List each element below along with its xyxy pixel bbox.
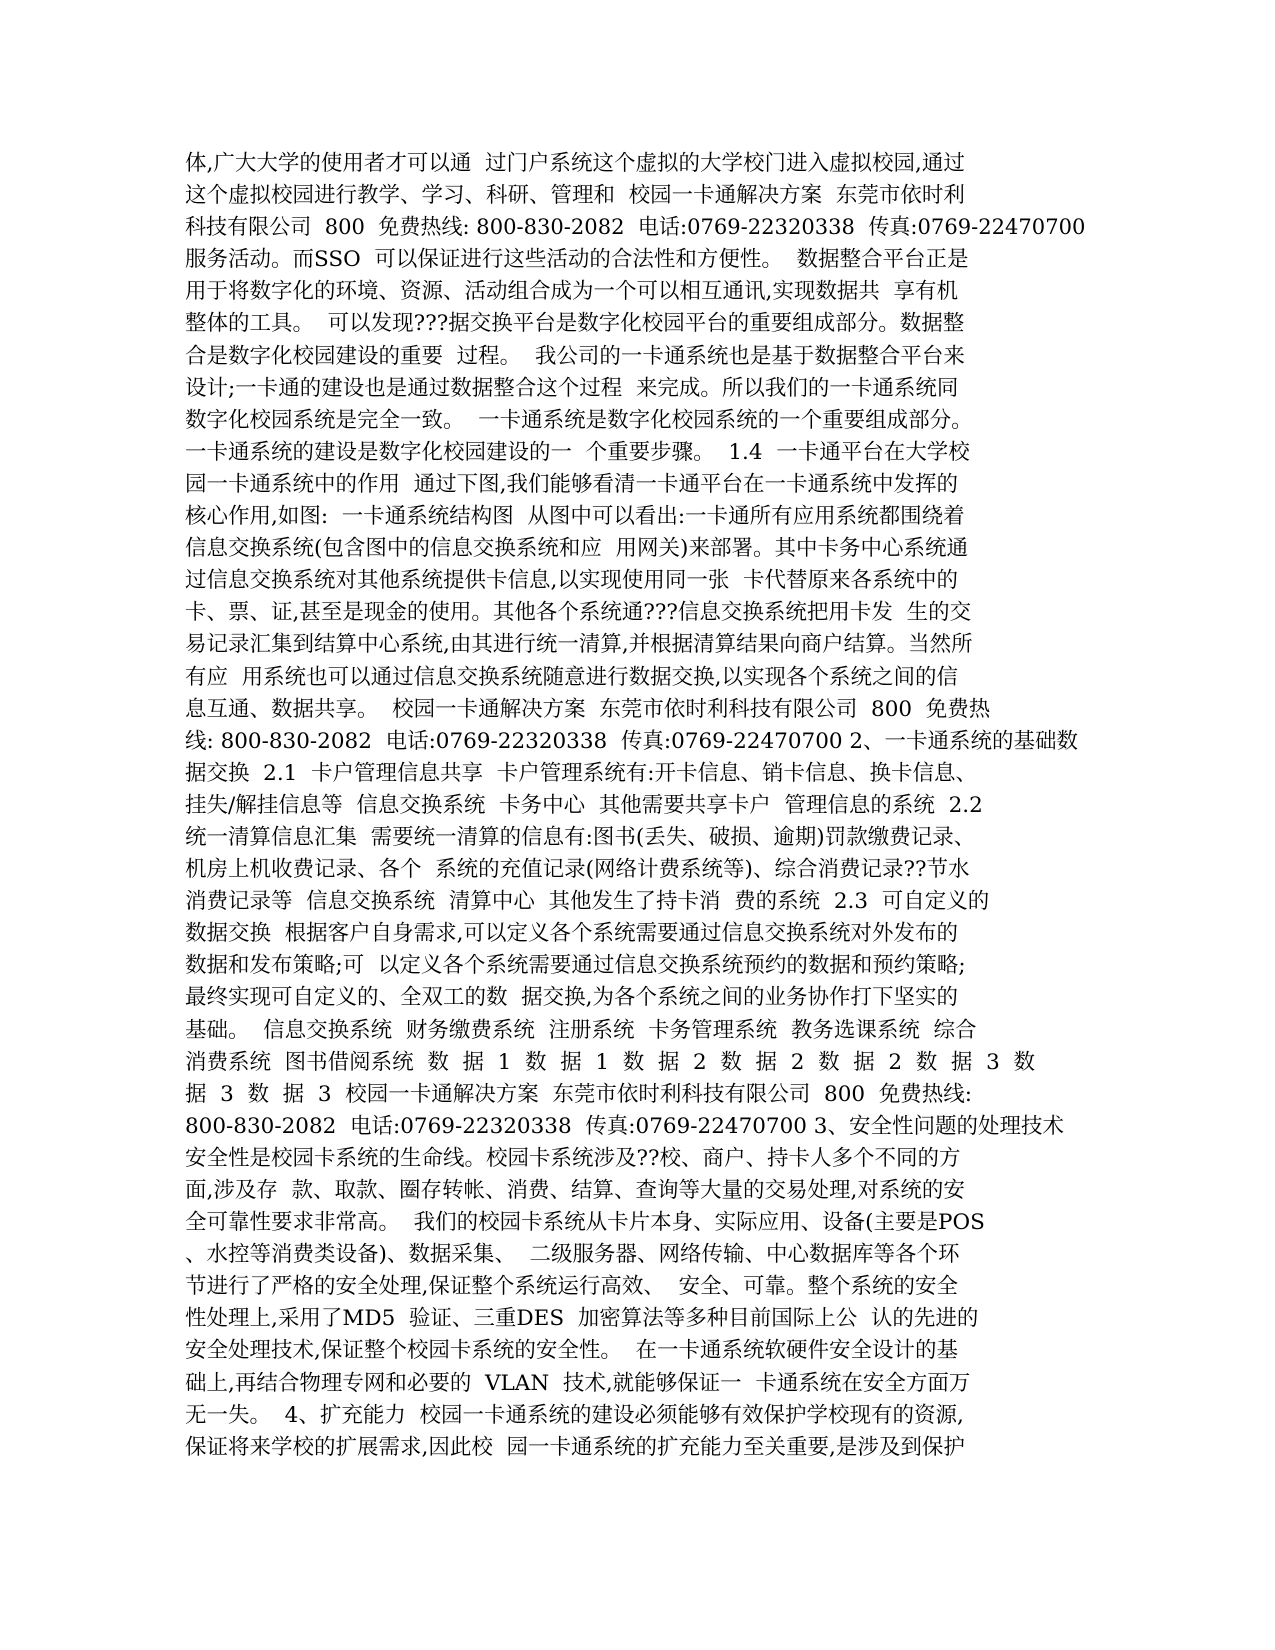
text-line: 据交换 2.1 卡户管理信息共享 卡户管理系统有:开卡信息、销卡信息、换卡信息、 [185, 760, 977, 786]
text-line: 无一失。 4、扩充能力 校园一卡通系统的建设必须能够有效保护学校现有的资源, [185, 1402, 964, 1428]
text-line: 基础。 信息交换系统 财务缴费系统 注册系统 卡务管理系统 教务选课系统 综合 [185, 1017, 977, 1043]
text-line: 800-830-2082 电话:0769-22320338 传真:0769-22470700 3、安全性问题的处理技术 [185, 1113, 1064, 1139]
text-line: 息互通、数据共享。 校园一卡通解决方案 东莞市依时利科技有限公司 800 免费热 [185, 696, 991, 722]
text-line: 安全性是校园卡系统的生命线。校园卡系统涉及??校、商户、持卡人多个不同的方 [185, 1145, 961, 1171]
text-line: 性处理上,采用了MD5 验证、三重DES 加密算法等多种目前国际上公 认的先进的 [185, 1306, 979, 1332]
text-line: 统一清算信息汇集 需要统一清算的信息有:图书(丢失、破损、逾期)罚款缴费记录、 [185, 824, 976, 850]
text-line: 合是数字化校园建设的重要 过程。 我公司的一卡通系统也是基于数据整合平台来 [185, 343, 965, 369]
text-line: 消费系统 图书借阅系统 数 据 1 数 据 1 数 据 2 数 据 2 数 据 2 数 据 3 数 [185, 1049, 1035, 1075]
text-line: 数字化校园系统是完全一致。 一卡通系统是数字化校园系统的一个重要组成部分。 [185, 407, 973, 433]
text-line: 这个虚拟校园进行教学、学习、科研、管理和 校园一卡通解决方案 东莞市依时利 [185, 183, 965, 209]
text-line: 础上,再结合物理专网和必要的 VLAN 技术,就能够保证一 卡通系统在安全方面万 [185, 1370, 971, 1396]
text-line: 安全处理技术,保证整个校园卡系统的安全性。 在一卡通系统软硬件安全设计的基 [185, 1338, 959, 1364]
text-line: 线: 800-830-2082 电话:0769-22320338 传真:0769-22470700 2、一卡通系统的基础数 [185, 728, 1079, 754]
text-line: 有应 用系统也可以通过信息交换系统随意进行数据交换,以实现各个系统之间的信 [185, 664, 959, 690]
text-line: 消费记录等 信息交换系统 清算中心 其他发生了持卡消 费的系统 2.3 可自定义的 [185, 889, 990, 915]
text-line: 数据和发布策略;可 以定义各个系统需要通过信息交换系统预约的数据和预约策略; [185, 953, 966, 979]
body-text [185, 148, 1085, 1464]
text-line: 信息交换系统(包含图中的信息交换系统和应 用网关)来部署。其中卡务中心系统通 [185, 536, 968, 562]
text-line: 挂失/解挂信息等 信息交换系统 卡务中心 其他需要共享卡户 管理信息的系统 2.2 [185, 792, 983, 818]
text-line: 易记录汇集到结算中心系统,由其进行统一清算,并根据清算结果向商户结算。当然所 [185, 632, 973, 658]
text-line: 服务活动。而SSO 可以保证进行这些活动的合法性和方便性。 数据整合平台正是 [185, 247, 969, 273]
text-line: 整体的工具。 可以发现???据交换平台是数字化校园平台的重要组成部分。数据整 [185, 311, 965, 337]
text-line: 数据交换 根据客户自身需求,可以定义各个系统需要通过信息交换系统对外发布的 [185, 921, 959, 947]
text-line: 过信息交换系统对其他系统提供卡信息,以实现使用同一张 卡代替原来各系统中的 [185, 568, 959, 594]
text-line: 卡、票、证,甚至是现金的使用。其他各个系统通???信息交换系统把用卡发 生的交 [185, 600, 972, 626]
text-line: 保证将来学校的扩展需求,因此校 园一卡通系统的扩充能力至关重要,是涉及到保护 [185, 1434, 965, 1460]
text-line: 最终实现可自定义的、全双工的数 据交换,为各个系统之间的业务协作打下坚实的 [185, 985, 959, 1011]
text-line: 、水控等消费类设备)、数据采集、 二级服务器、网络传输、中心数据库等各个环 [185, 1242, 960, 1268]
text-line: 一卡通系统的建设是数字化校园建设的一 个重要步骤。 1.4 一卡通平台在大学校 [185, 439, 970, 465]
text-line: 园一卡通系统中的作用 通过下图,我们能够看清一卡通平台在一卡通系统中发挥的 [185, 471, 959, 497]
text-line: 节进行了严格的安全处理,保证整个系统运行高效、 安全、可靠。整个系统的安全 [185, 1274, 959, 1300]
text-line: 科技有限公司 800 免费热线: 800-830-2082 电话:0769-22320338 传真:0769-22470700 [185, 215, 1086, 241]
text-line: 据 3 数 据 3 校园一卡通解决方案 东莞市依时利科技有限公司 800 免费热线: [185, 1081, 972, 1107]
text-line: 设计;一卡通的建设也是通过数据整合这个过程 来完成。所以我们的一卡通系统同 [185, 375, 959, 401]
text-line: 机房上机收费记录、各个 系统的充值记录(网络计费系统等)、综合消费记录??节水 [185, 857, 970, 883]
text-line: 面,涉及存 款、取款、圈存转帐、消费、结算、查询等大量的交易处理,对系统的安 [185, 1178, 965, 1203]
text-line: 体,广大大学的使用者才可以通 过门户系统这个虚拟的大学校门进入虚拟校园,通过 [185, 151, 965, 176]
text-line: 全可靠性要求非常高。 我们的校园卡系统从卡片本身、实际应用、设备(主要是POS [185, 1210, 985, 1236]
text-line: 核心作用,如图: 一卡通系统结构图 从图中可以看出:一卡通所有应用系统都围绕着 [185, 504, 965, 530]
text-line: 用于将数字化的环境、资源、活动组合成为一个可以相互通讯,实现数据共 享有机 [185, 279, 959, 305]
